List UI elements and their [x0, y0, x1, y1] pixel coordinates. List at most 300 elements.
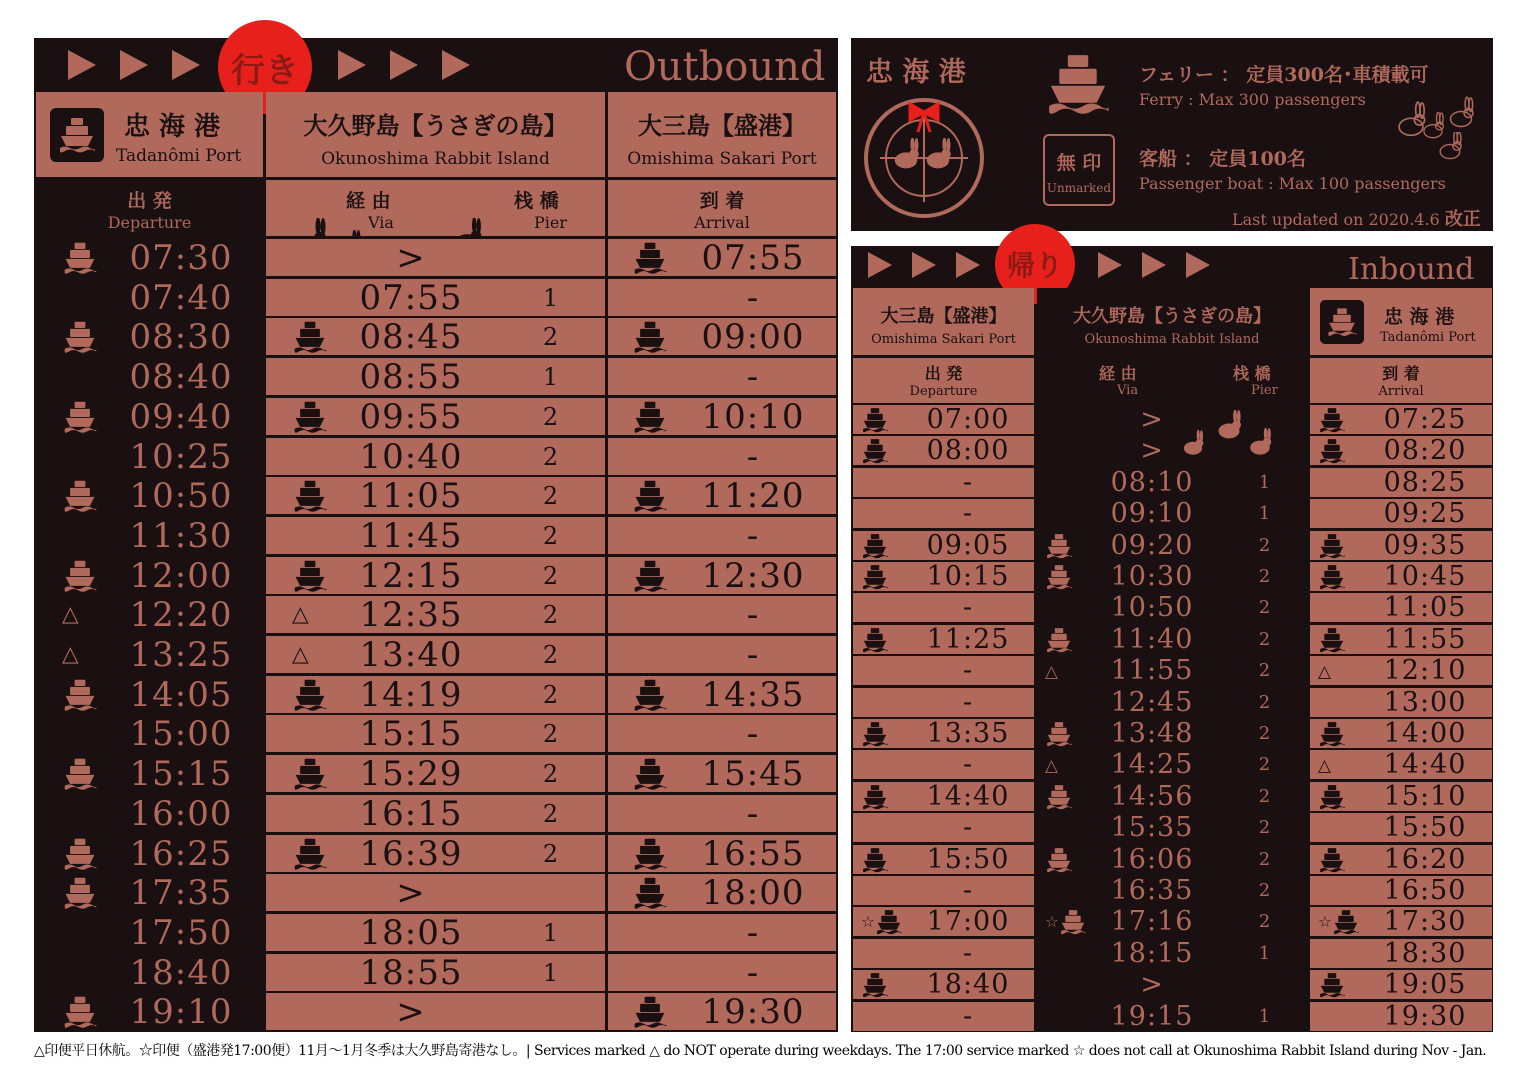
departure-time: 16:00	[129, 793, 233, 834]
row-icon	[1318, 656, 1331, 685]
arrival-time: 18:30	[1383, 938, 1467, 969]
outbound-via-cell	[266, 358, 605, 395]
departure-time: 10:50	[129, 475, 233, 516]
departure-time: 14:05	[129, 674, 233, 715]
pier-number: 2	[1258, 817, 1272, 838]
via-time: 14:56	[1110, 781, 1194, 812]
inbound-arr-cell	[1310, 499, 1492, 528]
inbound-dep-cell	[853, 782, 1034, 811]
pier-jp: 栈 橋	[1233, 364, 1271, 383]
via-time: 18:05	[359, 912, 463, 953]
ship-icon	[632, 240, 668, 276]
ship-icon	[861, 406, 889, 434]
outbound-port-jp: 忠 海 港	[124, 112, 221, 142]
departure-time: 18:40	[926, 969, 1010, 1000]
via-time: >	[1140, 969, 1164, 1000]
outbound-dep-cell	[36, 318, 263, 355]
via-time: 09:20	[1110, 530, 1194, 561]
outbound-arr-cell	[608, 477, 836, 514]
ship-icon	[632, 994, 668, 1030]
last-updated	[1232, 205, 1481, 231]
ship-icon	[875, 908, 903, 936]
outbound-dep-cell	[36, 835, 263, 872]
arrival-time: 18:00	[701, 872, 805, 913]
arrival-time: 14:35	[701, 674, 805, 715]
inbound-dep-subheader	[853, 358, 1034, 403]
inbound-arr-subheader	[1310, 358, 1492, 403]
outbound-arr-cell	[608, 239, 836, 276]
departure-time: 16:25	[129, 833, 233, 874]
outbound-via-cell	[266, 954, 605, 991]
pier-number: 1	[542, 283, 560, 312]
ship-icon	[1332, 908, 1360, 936]
ship-icon	[1045, 532, 1073, 560]
row-icon	[1045, 845, 1073, 874]
via-time: 18:15	[1110, 938, 1194, 969]
outbound-via-cell	[266, 874, 605, 911]
inbound-via-cell	[1037, 1002, 1307, 1031]
outbound-via-cell	[266, 318, 605, 355]
arrival-jp: 到 着	[699, 190, 745, 212]
pier-number: 2	[1258, 880, 1272, 901]
pier-number: 2	[1258, 629, 1272, 650]
via-en: Via	[1117, 383, 1139, 398]
inbound-arr-header	[1310, 288, 1492, 355]
via-time: >	[396, 991, 426, 1032]
row-icon	[292, 636, 309, 673]
row-icon	[62, 874, 98, 911]
star-icon: ☆	[1318, 912, 1332, 931]
departure-time: -	[962, 655, 974, 686]
row-icon	[1318, 845, 1346, 874]
arrival-time: 15:45	[701, 753, 805, 794]
inbound-via-cell	[1037, 688, 1307, 717]
row-icon	[632, 676, 668, 713]
outbound-arr-cell	[608, 279, 836, 316]
inbound-port-en: Tadanômi Port	[1380, 330, 1476, 345]
row-icon	[62, 755, 98, 792]
inbound-dep-cell	[853, 593, 1034, 622]
pier-number: 2	[1258, 660, 1272, 681]
row-icon	[62, 676, 98, 713]
footer-note: △印便平日休航。☆印便（盛港発17:00便）11月〜1月冬季は大久野島寄港なし。| Services marked △ do NOT operate during weekdays. The 17:00 service marked ☆ does not call at Okunoshima Rabbit Island during Nov - Jan.	[34, 1043, 1487, 1059]
row-icon	[1045, 907, 1087, 936]
pier-number: 1	[542, 918, 560, 947]
via-time: 14:25	[1110, 749, 1194, 780]
outbound-dep-cell	[36, 517, 263, 554]
row-icon	[1045, 562, 1073, 591]
inbound-dep-cell	[853, 468, 1034, 497]
star-icon: ☆	[1045, 912, 1059, 931]
inbound-via-cell	[1037, 593, 1307, 622]
outbound-via-cell	[266, 517, 605, 554]
via-time: 12:35	[359, 594, 463, 635]
row-icon	[1318, 750, 1331, 779]
arrival-time: 19:05	[1383, 969, 1467, 1000]
inbound-dep-cell	[853, 656, 1034, 685]
ship-icon	[1044, 44, 1112, 124]
departure-time: 14:40	[926, 781, 1010, 812]
row-icon	[1045, 656, 1058, 685]
inbound-arr-cell	[1310, 562, 1492, 591]
star-icon: ☆	[861, 912, 875, 931]
ship-icon	[1318, 532, 1346, 560]
departure-time: 17:50	[129, 912, 233, 953]
pier-number: 2	[542, 640, 560, 669]
inbound-via-cell	[1037, 782, 1307, 811]
arrival-time: -	[746, 594, 760, 635]
ship-icon	[1059, 908, 1087, 936]
ship-icon	[632, 756, 668, 792]
ship-icon	[292, 319, 328, 355]
row-icon	[632, 755, 668, 792]
arrival-time: 16:20	[1383, 844, 1467, 875]
departure-time: 11:25	[926, 624, 1010, 655]
pier-number: 2	[542, 839, 560, 868]
via-en: Via	[368, 213, 394, 232]
departure-jp: 出 発	[127, 190, 172, 212]
row-icon	[62, 477, 98, 514]
arrival-time: -	[746, 713, 760, 754]
inbound-dep-cell	[853, 750, 1034, 779]
row-icon	[292, 755, 328, 792]
ship-icon	[861, 846, 889, 874]
inbound-via-cell	[1037, 845, 1307, 874]
outbound-arr-en: Omishima Sakari Port	[627, 149, 817, 169]
outbound-dep-cell	[36, 874, 263, 911]
outbound-via-cell	[266, 239, 605, 276]
outbound-arr-cell	[608, 517, 836, 554]
via-time: 16:15	[359, 793, 463, 834]
outbound-via-cell	[266, 557, 605, 594]
outbound-arr-subheader	[608, 180, 836, 236]
ship-icon	[861, 783, 889, 811]
row-icon	[62, 993, 98, 1030]
arrival-time: -	[746, 277, 760, 318]
pier-number: 1	[542, 958, 560, 987]
row-icon	[632, 835, 668, 872]
last-updated-en: Last updated on 2020.4.6	[1232, 210, 1440, 229]
boat-en: Passenger boat : Max 100 passengers	[1139, 174, 1446, 193]
triangle-icon: △	[1045, 754, 1058, 775]
inbound-arr-cell	[1310, 625, 1492, 654]
outbound-via-cell	[266, 835, 605, 872]
arrival-time: 11:20	[701, 475, 805, 516]
inbound-dep-en: Omishima Sakari Port	[871, 332, 1016, 347]
outbound-arr-cell	[608, 795, 836, 832]
via-time: 11:40	[1110, 624, 1194, 655]
inbound-arr-cell	[1310, 688, 1492, 717]
row-icon	[1318, 719, 1346, 748]
row-icon	[1318, 531, 1346, 560]
arrival-time: 11:55	[1383, 624, 1467, 655]
inbound-dep-cell	[853, 939, 1034, 968]
outbound-dep-cell	[36, 715, 263, 752]
ship-icon	[62, 478, 98, 514]
pier-number: 2	[542, 561, 560, 590]
inbound-arr-cell	[1310, 656, 1492, 685]
pier-number: 2	[1258, 692, 1272, 713]
inbound-dep-cell	[853, 970, 1034, 999]
via-time: 10:50	[1110, 592, 1194, 623]
outbound-dep-cell	[36, 755, 263, 792]
via-time: 09:55	[359, 396, 463, 437]
inbound-port-jp: 忠 海 港	[1384, 306, 1455, 328]
inbound-dep-jp: 大三島【盛港】	[880, 306, 1007, 327]
via-time: 14:19	[359, 674, 463, 715]
departure-time: 09:05	[926, 530, 1010, 561]
pier-number: 2	[542, 680, 560, 709]
ship-icon	[1320, 300, 1364, 344]
departure-time: -	[962, 1001, 974, 1032]
outbound-via-cell	[266, 795, 605, 832]
unmarked-box	[1043, 134, 1115, 206]
arrival-time: 09:35	[1383, 530, 1467, 561]
departure-time: -	[962, 467, 974, 498]
row-icon	[1045, 531, 1073, 560]
outbound-arr-cell	[608, 318, 836, 355]
ship-icon	[1045, 846, 1073, 874]
inbound-via-cell	[1037, 625, 1307, 654]
arrival-time: 08:20	[1383, 435, 1467, 466]
row-icon	[292, 835, 328, 872]
outbound-dep-cell	[36, 914, 263, 951]
inbound-dep-cell	[853, 688, 1034, 717]
ship-icon	[1318, 720, 1346, 748]
pier-number: 1	[1258, 472, 1272, 493]
departure-time: 15:15	[129, 753, 233, 794]
via-time: 15:15	[359, 713, 463, 754]
pier-number: 1	[542, 362, 560, 391]
inbound-via-cell	[1037, 719, 1307, 748]
row-icon	[292, 557, 328, 594]
departure-time: 15:00	[129, 713, 233, 754]
row-icon	[632, 477, 668, 514]
departure-en: Departure	[909, 384, 978, 399]
departure-time: 19:10	[129, 991, 233, 1032]
row-icon	[861, 625, 889, 654]
inbound-arr-cell	[1310, 970, 1492, 999]
row-icon	[1318, 782, 1346, 811]
via-time: 15:29	[359, 753, 463, 794]
outbound-arr-cell	[608, 755, 836, 792]
inbound-arr-cell	[1310, 876, 1492, 905]
pier-number: 2	[1258, 849, 1272, 870]
ship-icon	[861, 437, 889, 465]
departure-time: 07:00	[926, 404, 1010, 435]
triangle-icon: △	[62, 602, 79, 627]
pier-number: 2	[542, 322, 560, 351]
row-icon	[292, 477, 328, 514]
arrival-time: 15:50	[1383, 812, 1467, 843]
arrival-time: 07:55	[701, 237, 805, 278]
pier-number: 2	[1258, 754, 1272, 775]
row-icon	[62, 239, 98, 276]
inbound-badge: 帰り	[995, 224, 1075, 304]
row-icon	[1318, 625, 1346, 654]
outbound-via-cell	[266, 755, 605, 792]
via-jp: 経 由	[346, 190, 391, 212]
arrival-time: 10:45	[1383, 561, 1467, 592]
ship-icon	[1318, 406, 1346, 434]
inbound-dep-cell	[853, 719, 1034, 748]
inbound-arr-cell	[1310, 813, 1492, 842]
via-time: 16:39	[359, 833, 463, 874]
pier-number	[1237, 970, 1293, 999]
ship-icon	[62, 836, 98, 872]
inbound-arr-cell	[1310, 593, 1492, 622]
row-icon	[861, 531, 889, 560]
inbound-via-cell	[1037, 531, 1307, 560]
inbound-dep-header	[853, 288, 1034, 355]
arrival-time: 09:25	[1383, 498, 1467, 529]
inbound-via-cell	[1037, 970, 1307, 999]
ship-icon	[1045, 626, 1073, 654]
via-time: 08:45	[359, 316, 463, 357]
inbound-via-en: Okunoshima Rabbit Island	[1084, 332, 1260, 347]
arrival-time: 16:50	[1383, 875, 1467, 906]
via-time: >	[396, 872, 426, 913]
inbound-dep-cell	[853, 876, 1034, 905]
row-icon	[62, 835, 98, 872]
outbound-arr-cell	[608, 358, 836, 395]
via-time: >	[1140, 435, 1164, 466]
inbound-via-cell	[1037, 468, 1307, 497]
ship-icon	[292, 478, 328, 514]
ship-icon	[62, 240, 98, 276]
outbound-arr-cell	[608, 874, 836, 911]
outbound-via-cell	[266, 477, 605, 514]
inbound-via-subheader	[1037, 358, 1307, 403]
departure-time: 10:15	[926, 561, 1010, 592]
pier-number	[516, 874, 586, 911]
pier-number: 2	[542, 521, 560, 550]
arrival-time: 14:00	[1383, 718, 1467, 749]
row-icon	[1045, 782, 1073, 811]
row-icon	[62, 318, 98, 355]
via-time: 11:05	[359, 475, 463, 516]
pier-en: Pier	[534, 213, 567, 232]
outbound-title: Outbound	[624, 44, 826, 90]
arrival-time: -	[746, 356, 760, 397]
inbound-arr-cell	[1310, 939, 1492, 968]
row-icon	[632, 239, 668, 276]
triangle-icon: △	[292, 642, 309, 667]
row-icon	[292, 318, 328, 355]
via-time: 08:55	[359, 356, 463, 397]
row-icon	[632, 398, 668, 435]
inbound-via-jp: 大久野島【うさぎの島】	[1073, 306, 1271, 327]
ship-icon	[632, 478, 668, 514]
pier-number: 2	[1258, 786, 1272, 807]
inbound-dep-cell	[853, 845, 1034, 874]
departure-time: 12:20	[129, 594, 233, 635]
ship-icon	[292, 558, 328, 594]
pier-number	[516, 239, 586, 276]
pier-number: 1	[1258, 943, 1272, 964]
outbound-dep-cell	[36, 993, 263, 1030]
ship-icon	[62, 994, 98, 1030]
via-time: 19:15	[1110, 1001, 1194, 1032]
outbound-dep-cell	[36, 676, 263, 713]
inbound-dep-cell	[853, 907, 1034, 936]
ship-icon	[632, 677, 668, 713]
row-icon	[292, 398, 328, 435]
inbound-via-cell	[1037, 876, 1307, 905]
inbound-via-cell	[1037, 813, 1307, 842]
row-icon	[632, 318, 668, 355]
inbound-dep-cell	[853, 625, 1034, 654]
row-icon	[861, 405, 889, 434]
boat-jp: 客船 ： 定員100名	[1139, 148, 1306, 170]
outbound-via-cell	[266, 676, 605, 713]
last-updated-jp: 改正	[1444, 209, 1481, 230]
row-icon	[62, 596, 79, 633]
via-jp: 経 由	[1099, 364, 1137, 383]
arrival-time: 12:30	[701, 555, 805, 596]
ship-icon	[632, 558, 668, 594]
rabbit-island-stamp	[860, 92, 988, 224]
row-icon	[1318, 405, 1346, 434]
row-icon	[62, 557, 98, 594]
pier-en: Pier	[1251, 383, 1278, 398]
ship-icon	[861, 563, 889, 591]
via-time: 13:40	[359, 634, 463, 675]
outbound-dep-cell	[36, 239, 263, 276]
pier-number: 2	[542, 442, 560, 471]
triangle-icon: △	[1318, 754, 1331, 775]
ship-icon	[861, 532, 889, 560]
pier-number	[516, 993, 586, 1030]
via-time: 08:10	[1110, 467, 1194, 498]
row-icon	[632, 874, 668, 911]
outbound-dep-cell	[36, 636, 263, 673]
outbound-via-jp: 大久野島【うさぎの島】	[303, 111, 568, 140]
ship-icon	[62, 319, 98, 355]
ship-icon	[861, 720, 889, 748]
ship-icon	[62, 399, 98, 435]
arrival-time: -	[746, 515, 760, 556]
outbound-arr-cell	[608, 636, 836, 673]
pier-number: 2	[1258, 566, 1272, 587]
departure-time: -	[962, 875, 974, 906]
inbound-arr-cell	[1310, 468, 1492, 497]
outbound-dep-cell	[36, 954, 263, 991]
pier-number: 2	[1258, 597, 1272, 618]
row-icon	[861, 970, 889, 999]
pier-number: 2	[542, 481, 560, 510]
departure-time: -	[962, 749, 974, 780]
departure-time: 17:35	[129, 872, 233, 913]
via-time: 16:06	[1110, 844, 1194, 875]
arrival-time: 19:30	[1383, 1001, 1467, 1032]
arrival-time: 11:05	[1383, 592, 1467, 623]
pier-number: 2	[542, 600, 560, 629]
outbound-arr-header	[608, 92, 836, 177]
departure-time: -	[962, 592, 974, 623]
ship-icon	[1318, 971, 1346, 999]
row-icon	[62, 398, 98, 435]
outbound-dep-cell	[36, 477, 263, 514]
departure-time: 15:50	[926, 844, 1010, 875]
via-time: 11:45	[359, 515, 463, 556]
inbound-dep-cell	[853, 531, 1034, 560]
inbound-dep-cell	[853, 499, 1034, 528]
arrival-jp: 到 着	[1382, 364, 1420, 383]
outbound-badge: 行き	[218, 20, 312, 114]
arrival-time: 09:00	[701, 316, 805, 357]
outbound-via-cell	[266, 398, 605, 435]
